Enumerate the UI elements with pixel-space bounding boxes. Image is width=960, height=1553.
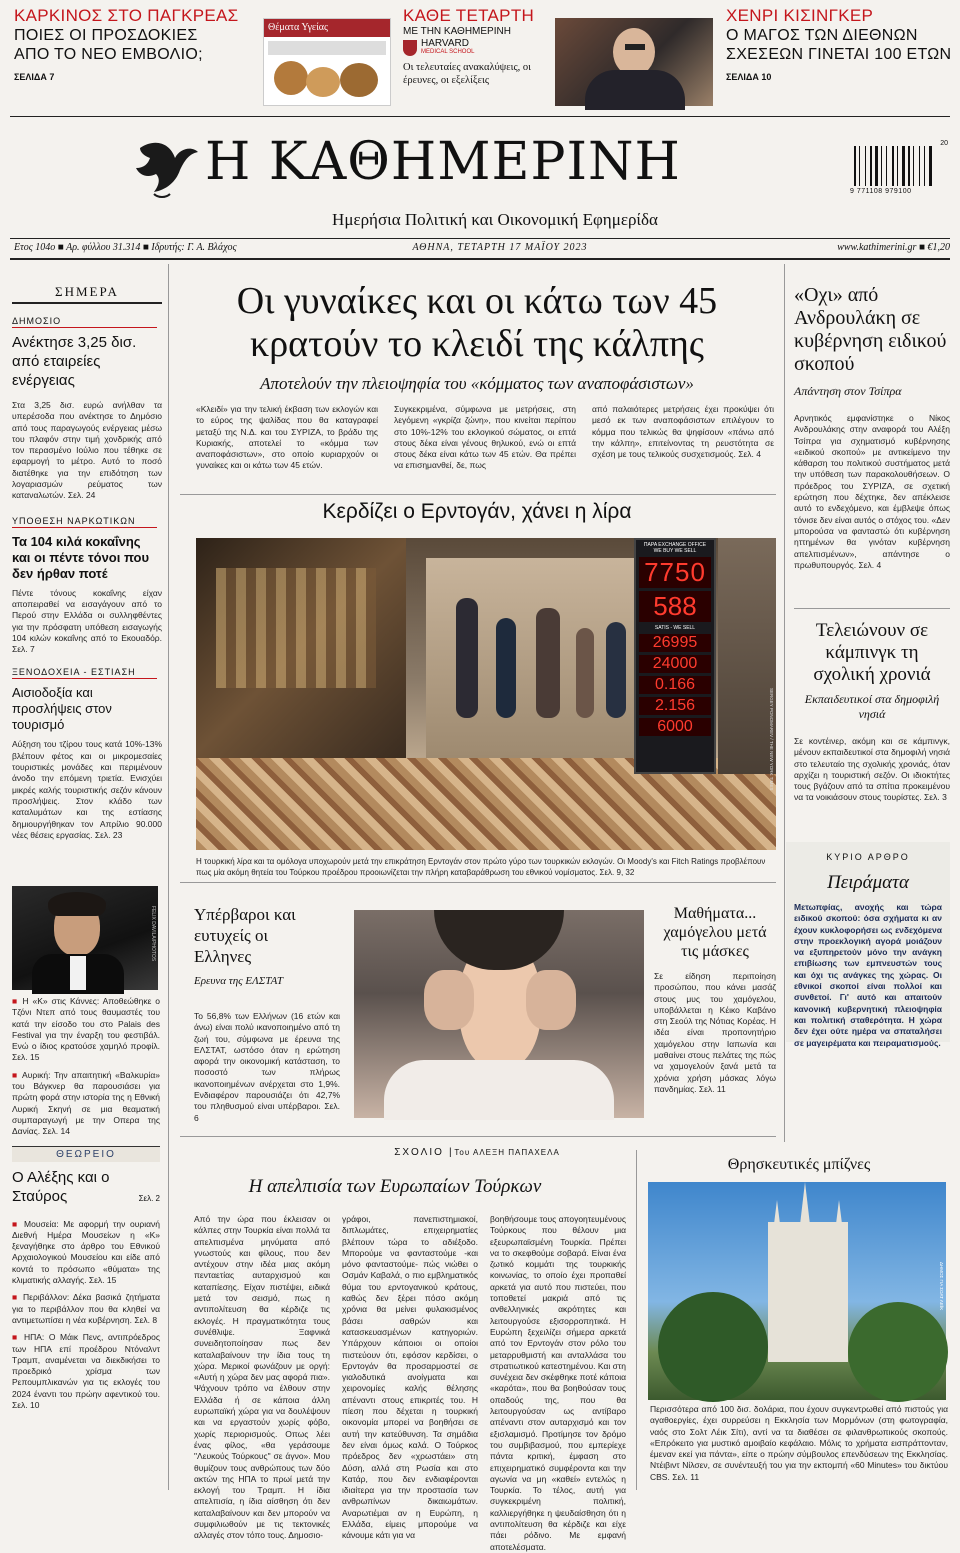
cannes-text: Η «Κ» στις Κάννες: Αποθεώθηκε ο Τζόνι Ντεπ από τους θαυμαστές του κατά την είσοδο του στο Palais des Festival για την έναρξη του φεστιβάλ. Ενώ ο ίδιος κρατούσε χαμηλό προφίλ. Σελ. 15 xyxy=(12,996,160,1063)
divider xyxy=(180,882,776,883)
barcode-bar xyxy=(870,146,872,186)
bread-image xyxy=(340,63,378,97)
barcode-bar xyxy=(902,146,905,186)
kissinger-photo[interactable] xyxy=(555,18,713,106)
editorial-label: ΚΥΡΙΟ ΑΡΘΡΟ xyxy=(826,852,910,862)
left-item-headline: Ανέκτησε 3,25 δισ. από εταιρείες ενέργειας xyxy=(12,334,137,389)
barcode-bar xyxy=(875,146,878,186)
camping-body: Σε κοντέινερ, ακόμη και σε κάμπινγκ, μένουν εκπαιδευτικοί στα δημοφιλή νησιά στο τελευταίο της σχολικής χρονιάς, όταν αρχίζει η τουριστική σεζόν. Οι ιδιοκτήτες τους βγάζουν από τα σπίτια προκειμένου να τα νοικιάσουν στους τουρίστες. Σελ. 3 xyxy=(794,736,950,803)
left-item-headline: Τα 104 κιλά κοκαΐνης και οι πέντε τόνοι που δεν ήρθαν ποτέ xyxy=(12,533,150,581)
left-item[interactable] xyxy=(12,667,162,841)
street-right xyxy=(718,538,776,774)
hand-shape xyxy=(526,970,576,1030)
main-col-1: «Κλειδί» για την τελική έκβαση των εκλογών και το εύρος της ψαλίδας που θα καταγραφεί μεταξύ της Ν.Δ. και του ΣΥΡΙΖΑ, το βράδυ της Κυριακής, αποτελεί το «κόμμα των αναποφάσιστων», στο οποίο κυριαρχούν οι γυναίκες και οι κάτω των 45 ετών. xyxy=(196,404,378,471)
barcode-digits: 9 771108 979100 xyxy=(850,188,912,195)
editorial-body: Μετωπφίας, ανοχής και τώρα ειδικού σκοπού: όσα σχήματα κι αν έχουν κυκλοφορήσει ως ενδεχόμενα στην προεκλογική αγορά μοιάζουν να εξυπηρετούν μόνο την ανάγκη επιβίωσης των εμπνευστών τους και όχι τις ανάγκες της χώρας. Οι εθνικοί σκοποί είναι πολλοί και συνθετοί. Γι' αυτό και απαιτούν κανονική κυβερνητική πλειοψηφία και πολιτική σταθερότητα. Η χώρα δεν έχει ούτε ημέρα να σπαταλήσει σε μαγειρέματα και πειραματισμούς. xyxy=(794,902,942,1048)
hair-shape xyxy=(434,910,564,970)
teaser-line: ΜΕ ΤΗΝ ΚΑΘΗΜΕΡΙΝΗ xyxy=(403,26,511,37)
main-headline[interactable] xyxy=(180,280,774,366)
magazine-title: Θέματα Υγείας xyxy=(264,19,390,37)
androulakis-body: Αρνητικός εμφανίστηκε ο Νίκος Ανδρουλάκης στην αναφορά του Αλέξη Τσίπρα για σχηματισμό κυβέρνησης «ειδικού σκοπού» με αντικείμενο την κάθαρση του πολιτικού συστήματος μετά την υπόθεση των παρακολουθήσεων. Ο πρόεδρος του ΣΥΡΙΖΑ, σε σχετική ερώτηση που δέχτηκε, δεν απέκλεισε αυτό το ενδεχόμενο, και έμβλεψε όπως τόνισε δεν είναι αυτός ο στόχος του. «Δεν μπορούσα να φανταστώ ότι κυβέρνηση ηττημένων θα γινόταν κυβέρνηση απελπισμένων», απάντησε ο πρωθυπουργός. Σελ. 4 xyxy=(794,413,950,570)
androulakis-subhead: Απάντηση στον Τσίπρα xyxy=(794,384,902,398)
divider xyxy=(10,258,950,260)
barcode-bar xyxy=(854,146,856,186)
theoreio-page: Σελ. 2 xyxy=(138,1193,160,1203)
teaser-cancer[interactable] xyxy=(14,6,244,104)
camping-story[interactable] xyxy=(794,620,950,804)
comment-header: ΣΧΟΛΙΟ | Του ΑΛΕΞΗ ΠΑΠΑΧΕΛΑ xyxy=(394,1147,560,1158)
mormon-body: Περισσότερα από 100 δισ. δολάρια, που έχουν συγκεντρωθεί από πιστούς για αγαθοεργίες, έχει συρρεύσει η Εκκλησία των Μορμόνων (στη φωτογραφία, ναός στο Σολτ Λέικ Σίτι), αντί να τα διαθέσει σε φιλανθρωπικούς σκοπούς. «Επρόκειτο για μυστικό αμοιβαίο κεφάλαιο. Μόλις το χρήματα εισπράττονταν, έμεναν εκεί για πάντα», είπε ο πρώην σύμβουλος επενδύσεων της Εκκλησίας. Ντέιβιντ Νίλσεν, σε συνέντευξή του για την εκπομπή «60 Minutes» του δικτύου CBS. Σελ. 11 xyxy=(650,1404,948,1482)
overweight-story[interactable] xyxy=(194,904,340,1124)
teaser-line: Ο ΜΑΓΟΣ ΤΩΝ ΔΙΕΘΝΩΝ xyxy=(726,27,918,44)
glasses-shape xyxy=(625,44,645,50)
board-top: ΠΑΡΑ EXCHANGE OFFICE xyxy=(643,542,707,548)
bread-image xyxy=(306,67,340,97)
bullet-item[interactable]: ■ Μουσεία: Με αφορμή την ουριανή Διεθνή Ημέρα Μουσείων η «Κ» ξεναγήθηκε στο άρθρο του Εθνικού Αρχαιολογικού Μουσείου και είδε από κοντά το πρόσωπο «θύματα» της κλιματικής αλλαγής. Σελ. 15 xyxy=(12,1218,160,1286)
rate-display: 26995 xyxy=(639,634,711,652)
overweight-body: Το 56,8% των Ελλήνων (16 ετών και άνω) είναι πολύ ικανοποιημένο από τη ζωή του, σύμφωνα με έρευνα της ΕΛΣΤΑΤ, ωστόσο όταν η ερώτηση αφορά την οικονομική κατάσταση, το ποσοστό των πλήρως ικανοποιημένων ανέρχεται στο 1,9%. Ενδιαφέρον παρουσιάζει ότι 42,7% του πληθυσμού είναι υπέρβαροι. Σελ. 6 xyxy=(194,1011,340,1123)
bullet-text: Περιβάλλον: Δέκα βασικά ζητήματα για το περιβάλλον που θα κληθεί να αντιμετωπίσει η νέα κυβέρνηση. Σελ. 8 xyxy=(12,1292,160,1325)
overweight-headline: Υπέρβαροι και ευτυχείς οι Ελληνες xyxy=(194,905,296,966)
cannes-brief[interactable]: ■ Η «Κ» στις Κάννες: Αποθεώθηκε ο Τζόνι Ντεπ από τους θαυμαστές του κατά την είσοδο του στο Palais des Festival για την έναρξη του φεστιβάλ. Ενώ ο ίδιος κρατούσε χαμηλό προφίλ. Σελ. 15 xyxy=(12,996,160,1063)
column-divider xyxy=(636,1150,637,1490)
barcode-bar xyxy=(929,146,932,186)
masthead-title[interactable]: Η ΚΑΘΗΜΕΡΙΝΗ xyxy=(205,132,681,192)
barcode-bar xyxy=(897,146,898,186)
editorial-box[interactable] xyxy=(786,842,950,1048)
androulakis-story[interactable] xyxy=(794,284,950,571)
teaser-kicker: ΚΑΘΕ ΤΕΤΑΡΤΗ xyxy=(403,6,535,25)
person-shape xyxy=(536,608,560,718)
aurike-brief[interactable]: ■ Αυρική: Την απαιτητική «Βαλκυρία» του Βάγκνερ θα παρουσιάσει για πρώτη φορά στην ιστορία της η Εθνική Λυρική Σκηνή σε μια θεαματική συμπαραγωγή με την Οπερα της Δανίας. Σελ. 14 xyxy=(12,1069,160,1137)
barcode-bar xyxy=(892,146,894,186)
person-shape xyxy=(606,622,626,718)
androulakis-headline: «Οχι» από Ανδρουλάκη σε κυβέρνηση ειδικού σκοπού xyxy=(794,284,947,375)
comment-headline[interactable]: Η απελπισία των Ευρωπαίων Τούρκων xyxy=(248,1176,542,1197)
overweight-subhead: Ερευνα της ΕΛΣΤΑΤ xyxy=(194,975,284,987)
shelves-shape xyxy=(216,568,376,688)
smile-headline: Μαθήματα... χαμόγελου μετά τις μάσκες xyxy=(663,905,767,960)
mormon-headline[interactable]: Θρησκευτικές μπίζνες xyxy=(727,1156,871,1173)
harvard-sub: MEDICAL SCHOOL xyxy=(421,49,475,55)
shirt-shape xyxy=(70,956,86,990)
issue-price: www.kathimerini.gr ■ €1,20 xyxy=(837,242,950,253)
hat-shape xyxy=(48,892,106,916)
temple-body xyxy=(768,1222,848,1362)
left-item-body: Στα 3,25 δισ. ευρώ ανήλθαν τα υπερέσοδα που ανέκτησε το Δημόσιο από τους παραγωγούς ενέργειας μέσω του πλαφόν στην τιμή χονδρικής από τον περασμένο Ιούλιο που τέθηκε σε εφαρμογή το μέτρο. Αυτό το ποσό διατέθηκε για την επιδότηση των λογαριασμών ρεύματος των καταναλωτών. Σελ. 24 xyxy=(12,400,162,501)
tree-shape xyxy=(658,1292,768,1402)
column-divider xyxy=(168,264,169,1490)
istanbul-street-photo[interactable] xyxy=(196,538,776,850)
photo-credit: FELIX DAVILA/PHOTOS xyxy=(150,906,156,962)
magazine-text-block xyxy=(268,41,386,55)
smile-body: Σε είδηση περιποίηση προσώπου, που κάνει μασάζ στους μυς του χαμόγελου, υποβάλλεται η Κέικο Καβάνο στη Σεούλ της Νότιας Κορέας. Η ιδέα είναι προπονητήριο χαμόγελου στην Ιαπωνία και μαθαίνει στους πελάτες της πώς να χαμογελούν ξανά μετά τα χρόνια χρήση μάσκας λόγω πανδημίας. Σελ. 11 xyxy=(654,971,776,1094)
teaser-kicker: ΧΕΝΡΙ ΚΙΣΙΝΓΚΕΡ xyxy=(726,6,874,25)
rate-display: 588 xyxy=(639,591,711,622)
bread-image xyxy=(274,61,308,95)
towel-shape xyxy=(384,1060,614,1120)
barcode-bar xyxy=(865,146,866,186)
rate-display: 24000 xyxy=(639,655,711,673)
section-label: ΞΕΝΟΔΟΧΕΙΑ - ΕΣΤΙΑΣΗ xyxy=(12,667,157,679)
main-headline-line: κρατούν το κλειδί της κάλπης xyxy=(250,323,704,365)
editorial-headline: Πειράματα xyxy=(827,872,909,893)
rate-display: 7750 xyxy=(639,557,711,588)
teaser-kicker: ΚΑΡΚΙΝΟΣ ΣΤΟ ΠΑΓΚΡΕΑΣ xyxy=(14,6,239,25)
today-label: ΣΗΜΕΡΑ xyxy=(12,264,162,304)
person-shape xyxy=(576,628,594,718)
erdogan-headline[interactable]: Κερδίζει ο Ερντογάν, χάνει η λίρα xyxy=(322,500,632,523)
person-shape xyxy=(496,618,516,718)
camping-headline: Τελειώνουν σε κάμπινγκ τη σχολική χρονιά xyxy=(813,620,931,685)
barcode-bar xyxy=(886,146,887,186)
section-label: ΔΗΜΟΣΙΟ xyxy=(12,316,157,328)
masthead-logo xyxy=(130,138,200,202)
main-col-3: από παλαιότερες μετρήσεις έχει προκύψει ότι μεσό εκ των αναποφάσιστων επιλέγουν το κόμμα που τελικώς θα ψηφίσουν «πάνω από την κάλπη», επιτείνοντας τη ρευστότητα σε σχέση με τους τελικούς συσχετισμούς. Σελ. 4 xyxy=(592,404,774,460)
photo-caption: Η τουρκική λίρα και τα ομόλογα υποχωρούν μετά την επικράτηση Ερντογάν στον πρώτο γύρο των τουρκικών εκλογών. Οι Moody's και Fitch Ratings προβλέπουν πως μία ακόμη θητεία του Τούρκου προέδρου προοιωνίζεται την πλήρη καταβαράθρωση του εθνικού νομίσματος. Σελ. 9, 32 xyxy=(196,857,766,877)
smile-story[interactable] xyxy=(654,904,776,1095)
main-col-2: Συγκεκριμένα, σύμφωνα με μετρήσεις, στη λεγόμενη «γκρίζα ζώνη», που κινείται περίπου στο 10%-12% του εκλογικού σώματος, οι επτά στους δέκα είναι γένους θηλυκού, ενώ οι επτά στους δέκα είναι κάτω των 45 ετών. Θα πρέπει να επισημανθεί, δε, πως xyxy=(394,404,576,471)
rate-display: 0.166 xyxy=(639,676,711,694)
depp-photo[interactable] xyxy=(12,886,158,990)
left-item-body: Πέντε τόνους κοκαΐνης είχαν αποπειραθεί να εισαγάγουν από το Περού στην Ελλάδα οι συλληφθέντες για την πρόσφατη υπόθεση εισαγωγής 104 κιλών κοκαΐνης από το Εκουαδόρ. Σελ. 7 xyxy=(12,587,162,655)
barcode-bar xyxy=(919,146,920,186)
face-shape xyxy=(613,28,655,76)
column-divider xyxy=(784,264,785,1142)
divider xyxy=(10,238,950,239)
barcode-bar xyxy=(859,146,860,186)
left-item[interactable] xyxy=(12,316,162,502)
theoreio-label: ΘΕΩΡΕΙΟ xyxy=(12,1146,160,1162)
bullet-item[interactable]: ■ Περιβάλλον: Δέκα βασικά ζητήματα για το περιβάλλον που θα κληθεί να αντιμετωπίσει η νέα κυβέρνηση. Σελ. 8 xyxy=(12,1292,160,1325)
masthead-subtitle: Ημερήσια Πολιτική και Οικονομική Εφημερίδα xyxy=(332,210,658,229)
suit-shape xyxy=(585,70,685,110)
aurike-text: Αυρική: Την απαιτητική «Βαλκυρία» του Βάγκνερ θα παρουσιάσει για πρώτη φορά στην ιστορία της η Εθνική Λυρική Σκηνή σε μια θεαματική συμπαραγωγή με την Οπερα της Δανίας. Σελ. 14 xyxy=(12,1069,160,1137)
issue-meta: Ετος 104ο ■ Αρ. φύλλου 31.314 ■ Ιδρυτής: Γ. Α. Βλάχος xyxy=(14,242,237,253)
comment-label: ΣΧΟΛΙΟ xyxy=(394,1147,444,1158)
photo-credit: SERGEY PONOMAREV / THE NEW YORK TIMES xyxy=(769,688,774,791)
bullet-item[interactable]: ■ ΗΠΑ: Ο Μάικ Πενς, αντιπρόεδρος των ΗΠΑ επί προέδρου Ντόναλντ Τραμπ, αναμένεται να διεκδικήσει το προεδρικό χρίσμα των Ρεπουμπλικανών για τις εκλογές του 2024 έναντι του πρώην αφεντικού του. Σελ. 10 xyxy=(12,1332,160,1411)
bullet-text: ΗΠΑ: Ο Μάικ Πενς, αντιπρόεδρος των ΗΠΑ επί προέδρου Ντόναλντ Τραμπ, αναμένεται να διεκδικήσει το προεδρικό χρίσμα των Ρεπουμπλικανών για τις εκλογές του 2024 έναντι του πρώην αφεντικού του. Σελ. 10 xyxy=(12,1332,160,1411)
harvard-magazine-cover[interactable] xyxy=(263,18,391,106)
temple-spire xyxy=(798,1182,812,1242)
teaser-note: Οι τελευταίες ανακαλύψεις, οι έρευνες, οι εξελίξεις xyxy=(403,62,531,86)
exchange-board xyxy=(634,538,716,774)
rate-display: 2.156 xyxy=(639,697,711,715)
divider xyxy=(180,494,776,495)
teaser-line: ΑΠΟ ΤΟ ΝΕΟ ΕΜΒΟΛΙΟ; xyxy=(14,46,203,63)
comment-col-2: γράφοι, πανεπιστημιακοί, διπλωμάτες, επιχειρηματίες βλέπουν τώρα το αδιέξοδο. Μπορούμε να φανταστούμε -και μόνο φανταστούμε- πώς νιώθει ο Οσμάν Καβαλά, ο πιο εμβληματικός θύμα του ερντογανικού κράτους, καθώς δεν ξέρει πόσο ακόμη χρόνια θα μείνει φυλακισμένος βάσει σαθρών και κατασκευασμένων κατηγοριών. Υπάρχουν κάποιοι οι οποίοι πιστεύουν ότι, εφόσον κερδίσει, ο Ερντογάν θα προσαρμοστεί σε γιαλοδυτικά ανοίγματα και χειρονομίες καλής θέλησης απέναντι στους επικριτές του. Η πίεση που δέχεται η τουρκική οικονομία μπορεί να βοηθήσει σε αυτή την κατεύθυνση. Τα σημάδια δεν είναι όμως καλά. Ο Τούρκος πρόεδρος δεν «χρωστάει» στη Δύση, αλλά στη Ρωσία και στο Κατάρ, που δεν ενδιαφέρονται ιδιαίτερα για την προστασία των ανθρωπίνων δικαιωμάτων. Αναρωτιέμαι αν η Ευρώπη, η Ελλάδα, είμεις μπορούμε να κάνουμε κάτι για να xyxy=(342,1214,478,1541)
tree-shape xyxy=(848,1302,948,1402)
issue-date: ΑΘΗΝΑ, ΤΕΤΑΡΤΗ 17 ΜΑΪΟΥ 2023 xyxy=(412,242,588,253)
temple-spire xyxy=(834,1200,844,1240)
temple-spire xyxy=(772,1200,782,1240)
barcode-bar xyxy=(913,146,914,186)
left-item-headline: Αισιοδοξία και προσλήψεις στον τουρισμό xyxy=(12,685,112,733)
comment-col-3: βοηθήσουμε τους απογοητευμένους Τούρκους που θέλουν μια εξευρωπαϊσμένη Τουρκία. Πρέπει να το σκεφθούμε σοβαρά. Είναι ένα ζωτικό κομμάτι της τουρκικής κοινωνίας, το οποίο έχει προπαθεί αρκετά για αυτό που πιστεύει, που τοποθετεί μακριά από τις ανθελληνικές ακρότητες και λειτουργούσε εξισορροπητικά. Η Ευρώπη ξεχειλίζει σήμερα αρκετά από τον Ερντογάν στον ρόλο του μεταρρυθμιστή και ανταλλάσα του στρατιωτικού κατεστημένου. Και στη συνέχεια δεν σκέφθηκε ποτέ κάποια «καρότα», που θα βοηθούσαν τους οπαδούς της, που θα λειτουργούσαν ως αντίβαρο απέναντι στον αυταρχισμό και τον εξισλαμισμό. Προτίμησε τον δρόμο του συμβιβασμού, που εμπερίεχε πάντα κριτική, έμφαση στο επιχειρηματικό συμφέροντα και την αγωνία να μη «καθεί» εντελώς η Τουρκία. Το τέλος, αυτή για συγκεκριμένη πολιτική, καλλιεργήθηκε η ψευδαίσθηση ότι η αντιπολίτευση θα κέρδιζε και είχε πάει ρόδινο. Με εμφανή αποτελέσματα. xyxy=(490,1214,626,1552)
photo-credit: ΔΗΜΟΣ ΓΙΑ ΣΟΛΤ ΛΕΪΚ xyxy=(939,1262,944,1311)
harvard-brand xyxy=(403,39,538,57)
comment-col-1: Από την ώρα που έκλεισαν οι κάλπες στην Τουρκία είναι πολλά τα απελπισμένα μηνύματα από γνωστούς και φίλους, που δεν αντέχουν στην ιδέα μιας ακόμη πενταετίας αυταρχισμού και καταπίεσης. Είχαν πιστέψει, ειδικά μετά τον σεισμό, πως η αντιπολίτευση θα κέρδιζε τις εκλογές. Η πραγματικότητα τους συνέθλιψε. Ξαφνικά συνειδητοποίησαν πως δεν καταλαβαίνουν την ίδια τους τη χώρα. Μερικοί φωνάζουν με οργή: «Αυτή η χώρα δεν μας αφορά πια». Ψάχνουν τρόπο να έλθουν στην Ελλάδα ή σε κάποια άλλη ευρωπαϊκή χώρα για να δουλέψουν και να εργαστούν χωρίς φόβο, χωρίς περιορισμούς. Οπως λέει ένας φίλος, «θα γεράσουμε "Λευκούς Τούρκους" σε άγνο». Μου θυμίζουν τους ανθρώπους των δύο ακτών της ΗΠΑ το πρωί μετά την εκλογή του Τραμπ. Η ίδια απελπισία, η ίδια αίσθηση ότι δεν καταλαβαίνουν και δεν μπορούν να συμφιλιωθούν με τις τεκτονικές αλλαγές στον τόπο τους. Δημοσιο- xyxy=(194,1214,330,1541)
main-headline-line: Οι γυναίκες και οι κάτω των 45 xyxy=(236,280,718,322)
teaser-line: ΠΟΙΕΣ ΟΙ ΠΡΟΣΔΟΚΙΕΣ xyxy=(14,27,198,44)
teaser-page: ΣΕΛΙΔΑ 7 xyxy=(14,72,55,82)
main-subhead: Αποτελούν την πλειοψηφία του «κόμματος των αναποφάσιστων» xyxy=(260,374,694,393)
temple-photo[interactable] xyxy=(648,1182,946,1400)
harvard-shield-icon xyxy=(403,40,417,56)
teaser-line: ΣΧΕΣΕΩΝ ΓΙΝΕΤΑΙ 100 ΕΤΩΝ xyxy=(726,46,952,63)
bullet-text: Μουσεία: Με αφορμή την ουριανή Διεθνή Ημέρα Μουσείων η «Κ» ξεναγήθηκε στο άρθρο του Εθνικού Αρχαιολογικού Μουσείου και είδε από κοντά το πρόσωπο «θύματα» της κλιματικής αλλαγής. Σελ. 15 xyxy=(12,1218,160,1286)
barcode-bar xyxy=(924,146,925,186)
hand-shape xyxy=(424,970,474,1030)
left-bottom xyxy=(12,996,160,1411)
comment-author: Του ΑΛΕΞΗ ΠΑΠΑΧΕΛΑ xyxy=(454,1148,560,1157)
theoreio-headline[interactable]: Ο Αλέξης και ο Σταύρος xyxy=(12,1168,110,1205)
divider xyxy=(180,1136,776,1137)
barcode-issue: 20 xyxy=(940,140,948,147)
board-satis: SATIS - WE SELL xyxy=(654,625,696,631)
section-label: ΥΠΟΘΕΣΗ ΝΑΡΚΩΤΙΚΩΝ xyxy=(12,516,157,528)
camping-subhead: Εκπαιδευτικοί στα δημοφιλή νησιά xyxy=(804,692,940,721)
divider xyxy=(10,116,950,117)
harvard-wordmark: HARVARD xyxy=(421,38,469,49)
barcode-bar xyxy=(908,146,910,186)
teaser-kissinger[interactable] xyxy=(726,6,956,104)
teaser-page: ΣΕΛΙΔΑ 10 xyxy=(726,72,772,82)
divider xyxy=(794,608,950,609)
rate-display: 6000 xyxy=(639,718,711,736)
left-item-body: Αύξηση του τζίρου τους κατά 10%-13% βλέπουν φέτος και οι μικρομεσαίες τουριστικές μονάδες και περιμένουν άνοδο την επόμενη τριετία. Ενισχύει μικρές καλής τουριστικής σεζόν κάνουν προσλήψεις. Στον κλάδο των καταλυμάτων και της εστίασης δημιουργήθηκαν τον Απρίλιο 90.000 νέες θέσεις εργασίας. Σελ. 23 xyxy=(12,739,162,840)
barcode-bar xyxy=(881,146,882,186)
face-massage-photo[interactable] xyxy=(354,910,644,1118)
person-shape xyxy=(456,598,478,718)
teaser-harvard[interactable] xyxy=(403,6,538,104)
board-buy-sell: WE BUY WE SELL xyxy=(653,548,697,554)
barcode xyxy=(848,140,948,206)
left-item[interactable] xyxy=(12,516,162,656)
